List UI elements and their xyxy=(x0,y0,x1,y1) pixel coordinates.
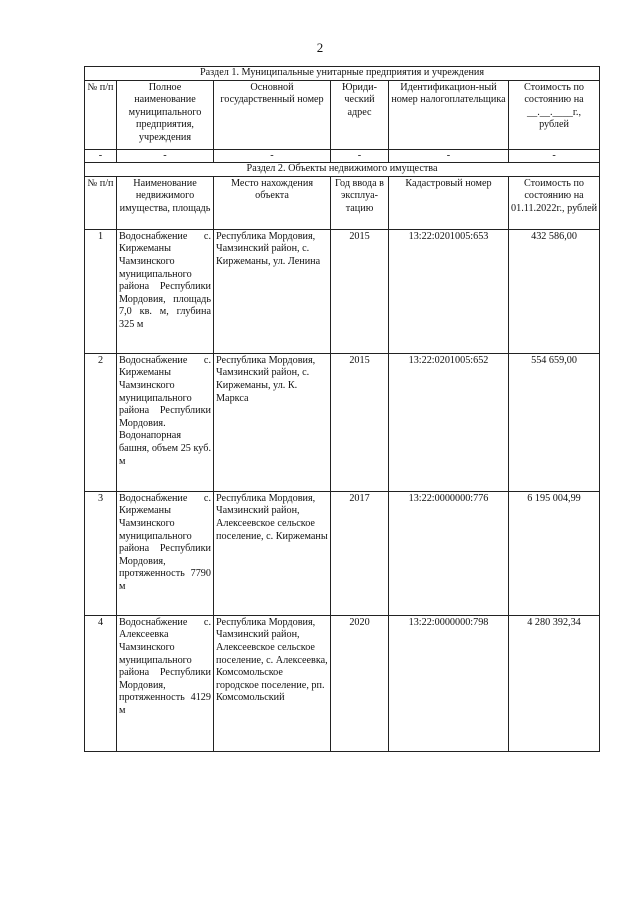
row-name: Водоснабжение с. Алексеевка Чамзинского муниципального района Республики Мордовия, протяженность 4129 м xyxy=(117,615,214,751)
row-cadastral: 13:22:0000000:776 xyxy=(389,491,509,615)
row-year: 2015 xyxy=(331,353,389,491)
s2-header-cost: Стоимость по состоянию на 01.11.2022г., рублей xyxy=(509,176,600,229)
table-row xyxy=(85,229,600,353)
table-row xyxy=(85,615,600,751)
table-row xyxy=(85,491,600,615)
property-register-table xyxy=(84,66,600,752)
row-location: Республика Мордовия, Чамзинский район, с. Киржеманы, ул. К. Маркса xyxy=(214,353,331,491)
row-name: Водоснабжение с. Киржеманы Чамзинского муниципального района Республики Мордовия. Водонапорная башня, объем 25 куб. м xyxy=(117,353,214,491)
row-name: Водоснабжение с. Киржеманы Чамзинского муниципального района Республики Мордовия, площадь 7,0 кв. м, глубина 325 м xyxy=(117,229,214,353)
row-cost: 432 586,00 xyxy=(509,229,600,353)
row-cadastral: 13:22:0000000:798 xyxy=(389,615,509,751)
section2-header-row xyxy=(85,176,600,229)
section1-empty-row xyxy=(85,149,600,163)
s2-header-year: Год ввода в эксплуа-тацию xyxy=(331,176,389,229)
s1-header-ogrn: Основной государственный номер xyxy=(214,80,331,149)
s1-cell: - xyxy=(509,149,600,163)
s1-header-address: Юриди-ческий адрес xyxy=(331,80,389,149)
row-location: Республика Мордовия, Чамзинский район, Алексеевское сельское поселение, с. Алексеевка, Комсомольское городское поселение, рп. Комсомольский xyxy=(214,615,331,751)
s1-cell: - xyxy=(85,149,117,163)
section2-title: Раздел 2. Объекты недвижимого имущества xyxy=(85,163,600,177)
s2-header-location: Место нахождения объекта xyxy=(214,176,331,229)
s2-header-cadastral: Кадастровый номер xyxy=(389,176,509,229)
s1-header-name: Полное наименование муниципального предприятия, учреждения xyxy=(117,80,214,149)
section2-title-row xyxy=(85,163,600,177)
s2-header-name: Наименование недвижимого имущества, площадь xyxy=(117,176,214,229)
row-num: 1 xyxy=(85,229,117,353)
s1-cell: - xyxy=(331,149,389,163)
row-name: Водоснабжение с. Киржеманы Чамзинского муниципального района Республики Мордовия, протяженность 7790 м xyxy=(117,491,214,615)
s1-header-num: № п/п xyxy=(85,80,117,149)
row-num: 3 xyxy=(85,491,117,615)
row-year: 2017 xyxy=(331,491,389,615)
row-year: 2015 xyxy=(331,229,389,353)
section1-title-row xyxy=(85,67,600,81)
row-num: 2 xyxy=(85,353,117,491)
page-number: 2 xyxy=(316,40,324,55)
row-cost: 4 280 392,34 xyxy=(509,615,600,751)
table-row xyxy=(85,353,600,491)
s1-header-inn: Идентификацион-ный номер налогоплательщика xyxy=(389,80,509,149)
s1-header-cost: Стоимость по состоянию на __.__.____г., рублей xyxy=(509,80,600,149)
row-cadastral: 13:22:0201005:652 xyxy=(389,353,509,491)
row-cost: 554 659,00 xyxy=(509,353,600,491)
row-num: 4 xyxy=(85,615,117,751)
s2-header-num: № п/п xyxy=(85,176,117,229)
row-year: 2020 xyxy=(331,615,389,751)
s1-cell: - xyxy=(389,149,509,163)
row-location: Республика Мордовия, Чамзинский район, с. Киржеманы, ул. Ленина xyxy=(214,229,331,353)
section1-title: Раздел 1. Муниципальные унитарные предприятия и учреждения xyxy=(85,67,600,81)
s1-cell: - xyxy=(117,149,214,163)
row-location: Республика Мордовия, Чамзинский район, Алексеевское сельское поселение, с. Киржеманы xyxy=(214,491,331,615)
row-cadastral: 13:22:0201005:653 xyxy=(389,229,509,353)
s1-cell: - xyxy=(214,149,331,163)
section1-header-row xyxy=(85,80,600,149)
row-cost: 6 195 004,99 xyxy=(509,491,600,615)
